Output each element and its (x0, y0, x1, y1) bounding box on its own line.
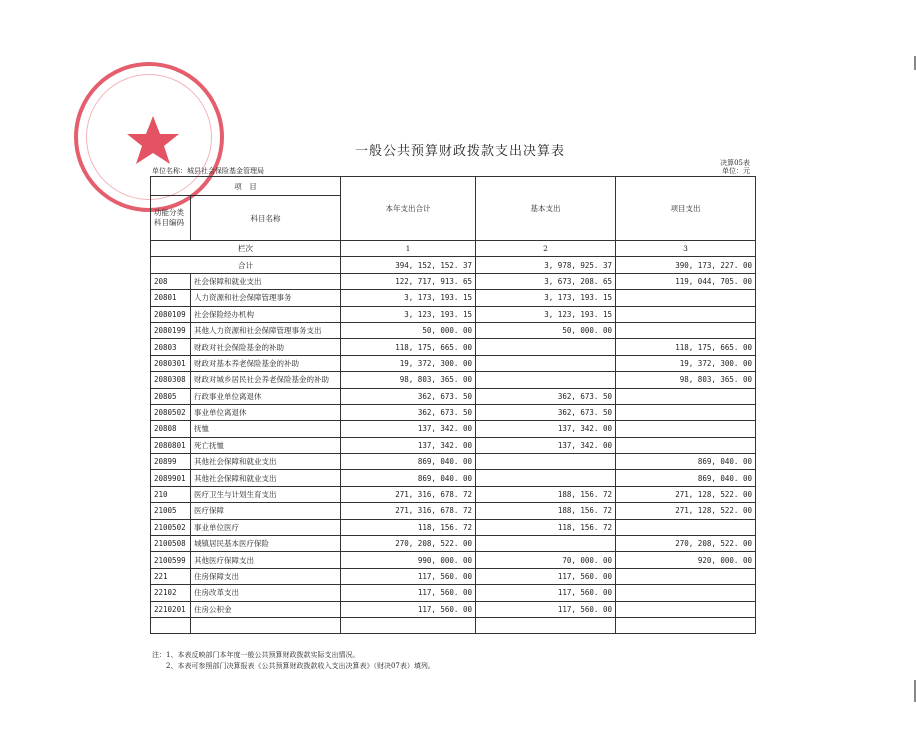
row-code: 21005 (151, 503, 191, 519)
row-basic: 362, 673. 50 (476, 404, 616, 420)
row-total: 362, 673. 50 (341, 404, 476, 420)
row-project (616, 519, 756, 535)
col-number-2: 2 (476, 241, 616, 257)
row-name: 其他社会保障和就业支出 (191, 470, 341, 486)
row-code (151, 617, 191, 633)
col-number-1: 1 (341, 241, 476, 257)
row-code: 20801 (151, 290, 191, 306)
header-code: 功能分类科目编码 (151, 196, 191, 241)
table-row (151, 486, 756, 502)
row-name: 医疗保障 (191, 503, 341, 519)
row-basic (476, 355, 616, 371)
row-total: 50, 000. 00 (341, 322, 476, 338)
table-row (151, 421, 756, 437)
row-name: 财政对社会保险基金的补助 (191, 339, 341, 355)
row-total: 137, 342. 00 (341, 437, 476, 453)
row-total: 122, 717, 913. 65 (341, 273, 476, 289)
row-project (616, 404, 756, 420)
row-basic (476, 536, 616, 552)
row-project (616, 306, 756, 322)
row-total: 990, 000. 00 (341, 552, 476, 568)
table-row (151, 437, 756, 453)
row-total: 362, 673. 50 (341, 388, 476, 404)
row-name: 住房保障支出 (191, 568, 341, 584)
currency-unit: 单位：元 (722, 167, 750, 175)
header-col1: 本年支出合计 (341, 177, 476, 241)
row-total: 118, 156. 72 (341, 519, 476, 535)
row-basic (476, 454, 616, 470)
row-code: 2100508 (151, 536, 191, 552)
row-name (191, 617, 341, 633)
row-project: 271, 128, 522. 00 (616, 503, 756, 519)
row-name: 财政对基本养老保险基金的补助 (191, 355, 341, 371)
row-total: 869, 040. 00 (341, 454, 476, 470)
row-basic: 3, 673, 208. 65 (476, 273, 616, 289)
row-code: 2080502 (151, 404, 191, 420)
row-total: 117, 560. 00 (341, 601, 476, 617)
row-basic: 117, 560. 00 (476, 601, 616, 617)
row-basic (476, 339, 616, 355)
row-project (616, 437, 756, 453)
row-basic: 362, 673. 50 (476, 388, 616, 404)
row-name: 行政事业单位离退休 (191, 388, 341, 404)
row-name: 社会保障和就业支出 (191, 273, 341, 289)
row-project (616, 388, 756, 404)
row-basic: 3, 123, 193. 15 (476, 306, 616, 322)
row-name: 事业单位离退休 (191, 404, 341, 420)
row-total: 117, 560. 00 (341, 585, 476, 601)
row-name: 人力资源和社会保障管理事务 (191, 290, 341, 306)
row-total (341, 617, 476, 633)
row-project (616, 601, 756, 617)
header-item: 项 目 (151, 177, 341, 196)
row-code: 2089901 (151, 470, 191, 486)
header-row-1 (151, 177, 756, 196)
row-basic (476, 372, 616, 388)
row-project (616, 585, 756, 601)
table-row (151, 273, 756, 289)
row-name: 住房公积金 (191, 601, 341, 617)
row-total: 137, 342. 00 (341, 421, 476, 437)
row-name: 财政对城乡居民社会养老保险基金的补助 (191, 372, 341, 388)
row-name: 社会保险经办机构 (191, 306, 341, 322)
total-row (151, 257, 756, 273)
table-row (151, 388, 756, 404)
row-basic: 137, 342. 00 (476, 437, 616, 453)
table-row (151, 404, 756, 420)
row-code: 2210201 (151, 601, 191, 617)
table-row (151, 355, 756, 371)
row-name: 事业单位医疗 (191, 519, 341, 535)
table-row (151, 290, 756, 306)
table-row (151, 306, 756, 322)
table-row (151, 339, 756, 355)
row-code: 2100599 (151, 552, 191, 568)
row-total: 19, 372, 300. 00 (341, 355, 476, 371)
row-total: 98, 803, 365. 00 (341, 372, 476, 388)
row-name: 其他医疗保障支出 (191, 552, 341, 568)
row-total: 270, 208, 522. 00 (341, 536, 476, 552)
row-basic (476, 617, 616, 633)
row-total: 117, 560. 00 (341, 568, 476, 584)
row-code: 22102 (151, 585, 191, 601)
row-total: 3, 173, 193. 15 (341, 290, 476, 306)
header-name: 科目名称 (191, 196, 341, 241)
row-project (616, 322, 756, 338)
total-label: 合计 (151, 257, 341, 273)
row-project: 271, 128, 522. 00 (616, 486, 756, 502)
table-row (151, 322, 756, 338)
table-row (151, 503, 756, 519)
total-col3: 390, 173, 227. 00 (616, 257, 756, 273)
row-basic: 118, 156. 72 (476, 519, 616, 535)
row-project: 920, 000. 00 (616, 552, 756, 568)
row-basic: 70, 000. 00 (476, 552, 616, 568)
footnote-2: 2、本表可参照部门决算报表《公共预算财政拨款收入支出决算表》（财决07表）填列。 (152, 662, 435, 670)
row-name: 住房改革支出 (191, 585, 341, 601)
table-row (151, 470, 756, 486)
row-code: 2080801 (151, 437, 191, 453)
row-project: 118, 175, 665. 00 (616, 339, 756, 355)
row-code: 20805 (151, 388, 191, 404)
row-basic: 137, 342. 00 (476, 421, 616, 437)
row-code: 2100502 (151, 519, 191, 535)
row-basic: 3, 173, 193. 15 (476, 290, 616, 306)
row-project (616, 421, 756, 437)
row-name: 抚恤 (191, 421, 341, 437)
footnotes (152, 650, 435, 672)
row-name: 城镇居民基本医疗保险 (191, 536, 341, 552)
row-basic: 117, 560. 00 (476, 585, 616, 601)
col-number-3: 3 (616, 241, 756, 257)
row-code: 20803 (151, 339, 191, 355)
unit-name: 单位名称：城县社会保险基金管理局 (152, 167, 264, 175)
row-basic: 188, 156. 72 (476, 486, 616, 502)
header-col3: 项目支出 (616, 177, 756, 241)
row-project: 119, 044, 705. 00 (616, 273, 756, 289)
table-row (151, 536, 756, 552)
row-code: 2080308 (151, 372, 191, 388)
row-project: 869, 040. 00 (616, 470, 756, 486)
row-total: 118, 175, 665. 00 (341, 339, 476, 355)
row-project (616, 617, 756, 633)
form-number: 决算05表 (720, 159, 750, 167)
table-row (151, 372, 756, 388)
row-project: 270, 208, 522. 00 (616, 536, 756, 552)
table-row (151, 601, 756, 617)
column-number-row (151, 241, 756, 257)
table-row (151, 617, 756, 633)
table-row (151, 519, 756, 535)
row-basic: 50, 000. 00 (476, 322, 616, 338)
row-code: 2080199 (151, 322, 191, 338)
row-project: 98, 803, 365. 00 (616, 372, 756, 388)
lanci-label: 栏次 (151, 241, 341, 257)
row-code: 2080109 (151, 306, 191, 322)
row-code: 20808 (151, 421, 191, 437)
row-project (616, 290, 756, 306)
row-project: 19, 372, 300. 00 (616, 355, 756, 371)
row-basic (476, 470, 616, 486)
row-basic: 188, 156. 72 (476, 503, 616, 519)
row-basic: 117, 560. 00 (476, 568, 616, 584)
total-col2: 3, 978, 925. 37 (476, 257, 616, 273)
row-name: 其他社会保障和就业支出 (191, 454, 341, 470)
row-code: 210 (151, 486, 191, 502)
row-project (616, 568, 756, 584)
table-row (151, 585, 756, 601)
row-code: 208 (151, 273, 191, 289)
row-total: 869, 040. 00 (341, 470, 476, 486)
table-row (151, 454, 756, 470)
table-row (151, 552, 756, 568)
row-code: 2080301 (151, 355, 191, 371)
row-total: 271, 316, 678. 72 (341, 503, 476, 519)
row-total: 3, 123, 193. 15 (341, 306, 476, 322)
row-total: 271, 316, 678. 72 (341, 486, 476, 502)
row-name: 死亡抚恤 (191, 437, 341, 453)
row-code: 221 (151, 568, 191, 584)
row-name: 医疗卫生与计划生育支出 (191, 486, 341, 502)
document-title: 一般公共预算财政拨款支出决算表 (354, 144, 565, 159)
row-code: 20899 (151, 454, 191, 470)
header-col2: 基本支出 (476, 177, 616, 241)
row-project: 869, 040. 00 (616, 454, 756, 470)
total-col1: 394, 152, 152. 37 (341, 257, 476, 273)
expenditure-table (150, 176, 756, 634)
row-name: 其他人力资源和社会保障管理事务支出 (191, 322, 341, 338)
footnote-1: 注：1、本表反映部门本年度一般公共预算财政拨款实际支出情况。 (152, 651, 360, 659)
table-row (151, 568, 756, 584)
